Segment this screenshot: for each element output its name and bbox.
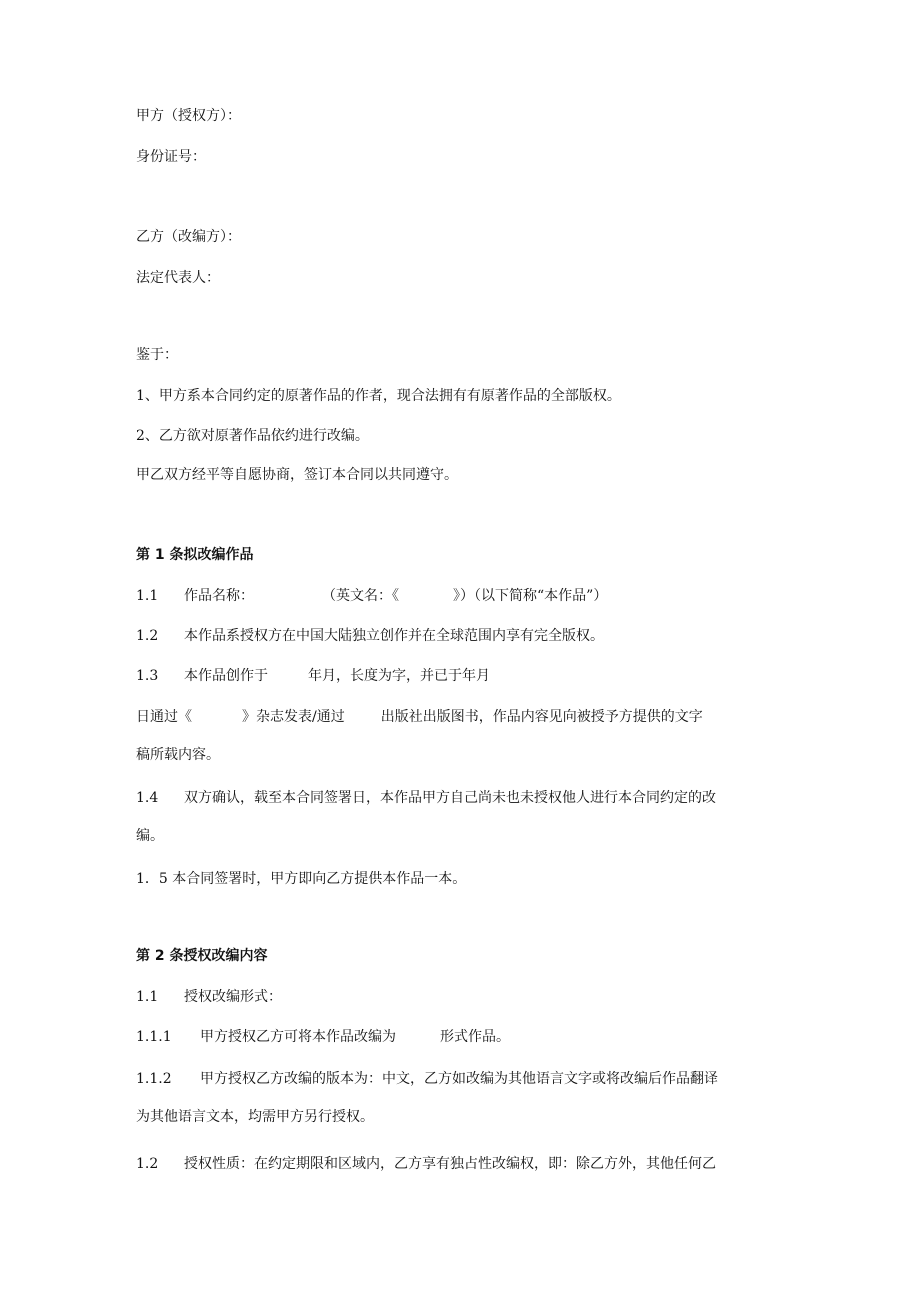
clause-2-1-2 [136,1069,718,1089]
clause-text: 作品名称： [184,588,254,604]
party-b-representative-label: 法定代表人： [136,270,220,286]
clause-1-3-continued-2: 稿所载内容。 [136,747,220,763]
clause-text: 出版社出版图书，作品内容见向被授予方提供的文字 [380,709,703,725]
recital-item-1: 1、甲方系本合同约定的原著作品的作者，现合法拥有有原著作品的全部版权。 [136,388,621,404]
clause-text: 》）（以下简称“本作品”） [453,588,608,604]
clause-text: 年月，长度为字，并已于年月 [308,668,490,684]
whereas-heading: 鉴于： [136,347,178,363]
clause-2-2 [136,1154,716,1174]
clause-1-5: 1．5 本合同签署时，甲方即向乙方提供本作品一本。 [136,871,467,887]
clause-number: 1.1 [136,588,159,604]
clause-2-1 [136,987,282,1007]
clause-1-3 [136,666,490,686]
clause-2-1-2-continued: 为其他语言文本，均需甲方另行授权。 [136,1109,374,1125]
clause-1-4-continued: 编。 [136,828,164,844]
party-a-label: 甲方（授权方）： [136,108,241,124]
party-b-label: 乙方（改编方）： [136,229,241,245]
party-a-id-label: 身份证号： [136,149,206,165]
article-2-title: 第 2 条授权改编内容 [136,948,268,964]
clause-text: 双方确认，载至本合同签署日，本作品甲方自己尚未也未授权他人进行本合同约定的改 [184,790,716,806]
clause-text: 形式作品。 [440,1029,510,1045]
clause-text: 授权性质：在约定期限和区域内，乙方享有独占性改编权，即：除乙方外，其他任何乙 [184,1156,716,1172]
clause-2-1-1 [136,1027,510,1047]
clause-number: 1.2 [136,1156,159,1172]
clause-text: 甲方授权乙方改编的版本为：中文，乙方如改编为其他语言文字或将改编后作品翻译 [200,1071,718,1087]
agreement-statement: 甲乙双方经平等自愿协商，签订本合同以共同遵守。 [136,467,458,483]
article-1-title: 第 1 条拟改编作品 [136,547,254,563]
clause-number: 1.1.1 [136,1029,172,1045]
clause-text: 本作品系授权方在中国大陆独立创作并在全球范围内享有完全版权。 [184,628,604,644]
clause-number: 1.1.2 [136,1071,172,1087]
clause-text: 授权改编形式： [184,989,282,1005]
recital-item-2: 2、乙方欲对原著作品依约进行改编。 [136,428,369,444]
clause-number: 1.1 [136,989,159,1005]
clause-number: 1.3 [136,668,159,684]
clause-text: 日通过《 [136,709,192,725]
clause-text: （英文名：《 [322,588,399,604]
clause-number: 1.4 [136,790,159,806]
clause-text: 甲方授权乙方可将本作品改编为 [200,1029,396,1045]
clause-text: 本作品创作于 [184,668,268,684]
clause-number: 1.2 [136,628,159,644]
clause-1-3-continued [136,707,703,727]
clause-text: 》杂志发表/通过 [242,709,345,725]
clause-1-1 [136,586,607,606]
clause-1-2 [136,626,604,646]
clause-1-4 [136,788,716,808]
